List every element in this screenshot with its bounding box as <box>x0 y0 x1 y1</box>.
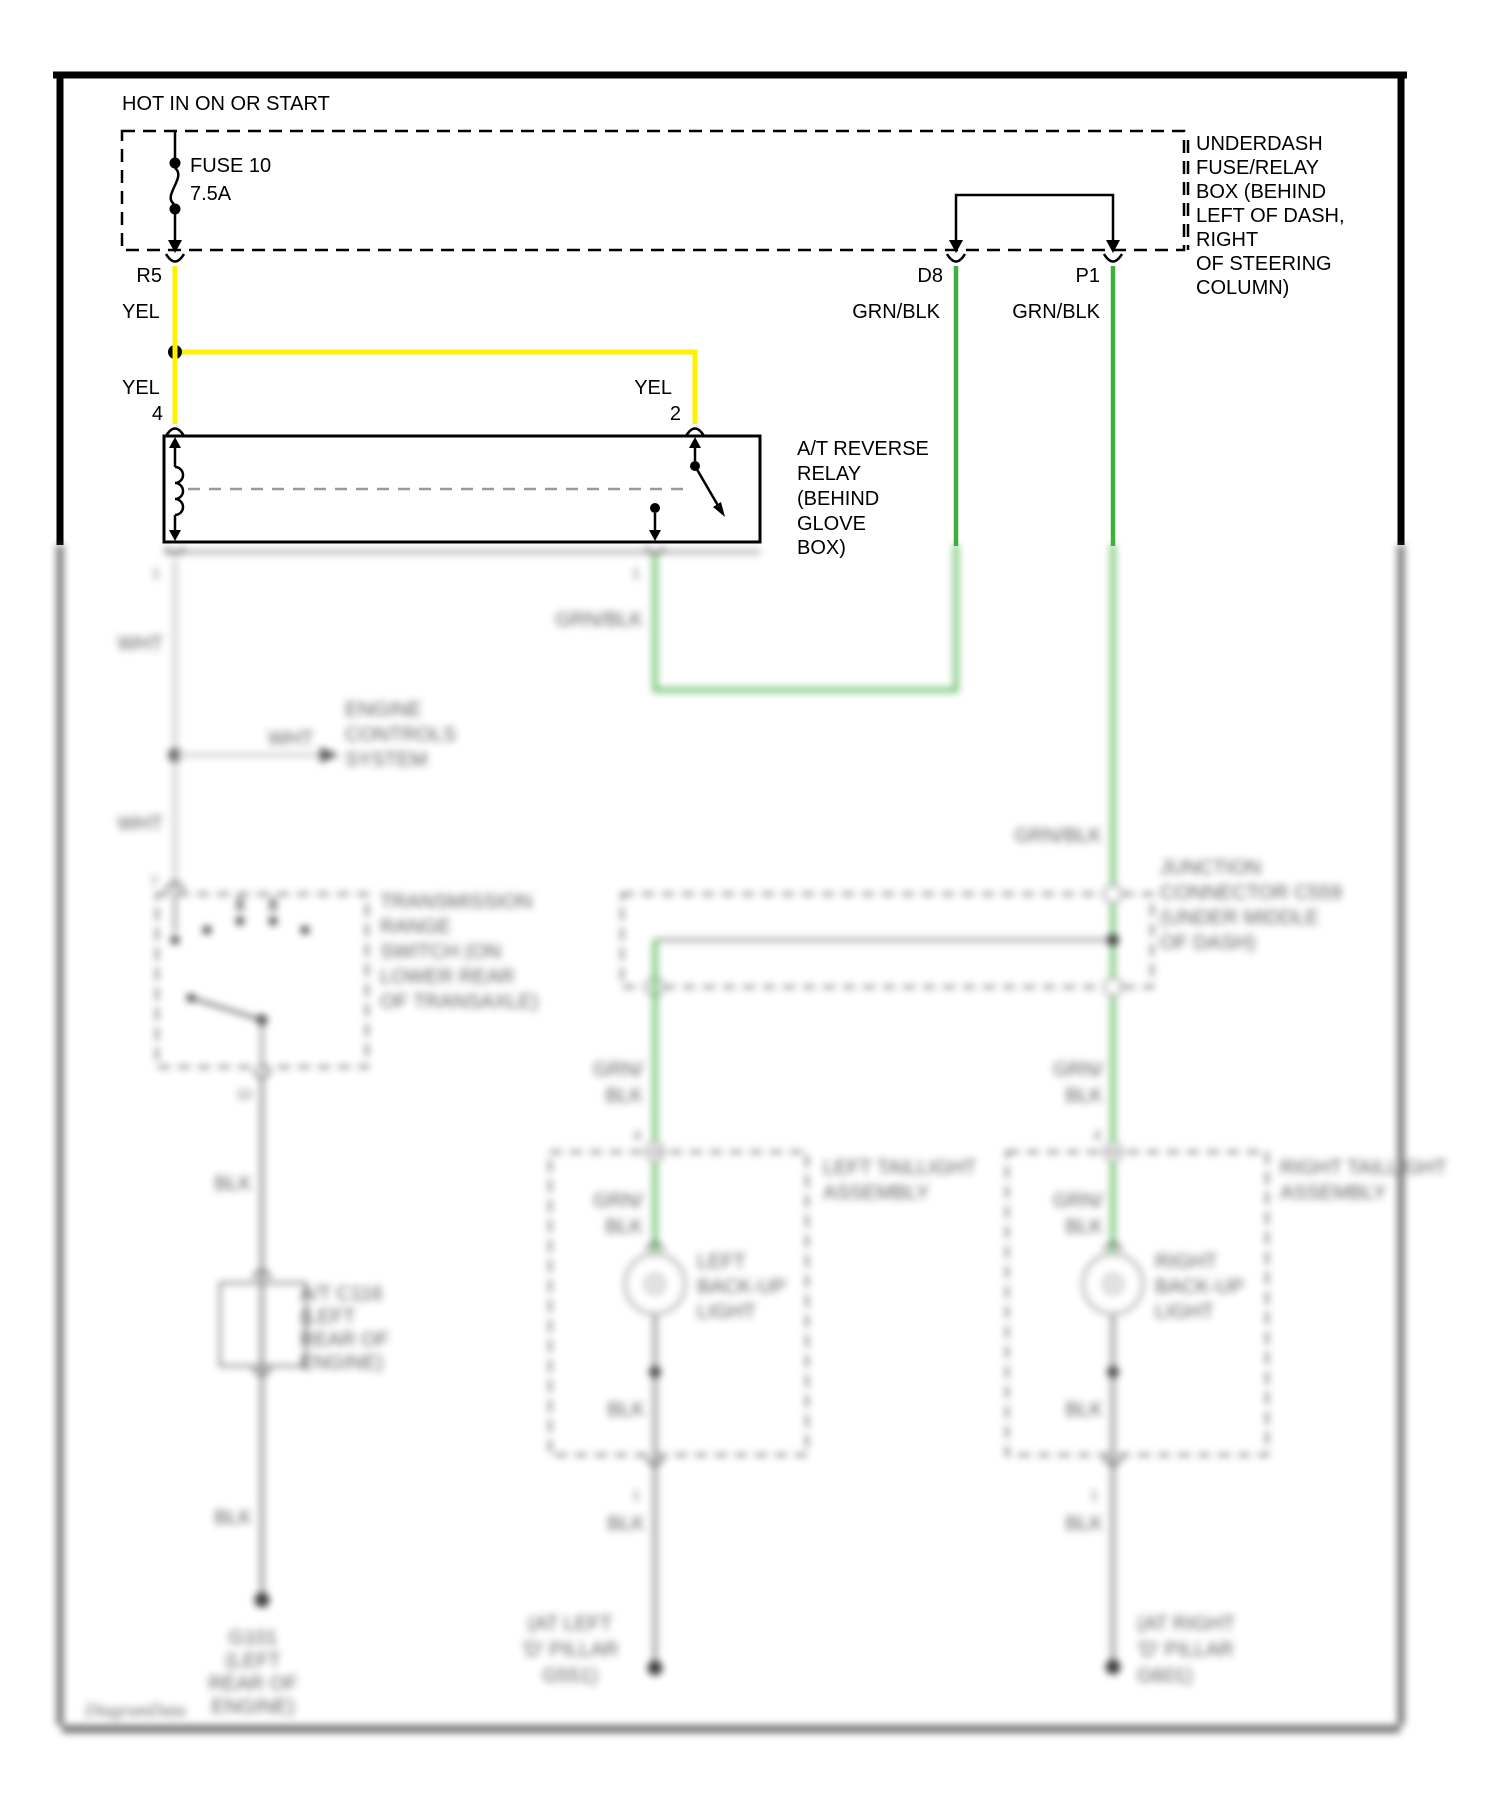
svg-text:ENGINE): ENGINE) <box>211 1696 295 1718</box>
svg-text:SYSTEM: SYSTEM <box>345 749 428 771</box>
svg-text:RIGHT: RIGHT <box>1196 229 1259 251</box>
connector-r5-label: R5 <box>136 265 162 287</box>
junction-connector-label <box>1160 857 1342 954</box>
left-taillight <box>522 1059 977 1687</box>
c116-connector-label <box>300 1283 389 1374</box>
svg-text:(BEHIND: (BEHIND <box>797 488 880 510</box>
svg-text:OF DASH): OF DASH) <box>1160 932 1256 954</box>
svg-text:BACK-UP: BACK-UP <box>1155 1276 1244 1298</box>
wire-yellow-run <box>175 266 695 424</box>
svg-text:BOX): BOX) <box>797 537 846 559</box>
svg-text:LEFT OF DASH,: LEFT OF DASH, <box>1196 205 1345 227</box>
connector-p1-label: P1 <box>1075 265 1100 287</box>
junction-terminal-bottom-right <box>1104 978 1122 996</box>
right-taillight-pin: 4 <box>1093 1127 1101 1143</box>
svg-text:LIGHT: LIGHT <box>1155 1301 1214 1323</box>
relay-label <box>797 438 929 559</box>
svg-text:ASSEMBLY: ASSEMBLY <box>1280 1182 1387 1204</box>
svg-text:SWITCH (ON: SWITCH (ON <box>380 941 502 963</box>
wire-grnblk-relay-leg <box>655 544 956 690</box>
engine-controls-arrow <box>320 747 339 763</box>
svg-text:BOX (BEHIND: BOX (BEHIND <box>1196 181 1327 203</box>
fuse-rating: 7.5A <box>190 183 232 205</box>
svg-text:(LEFT: (LEFT <box>225 1650 281 1672</box>
svg-text:LIGHT: LIGHT <box>697 1301 756 1323</box>
svg-text:BLK: BLK <box>605 1216 643 1238</box>
wire-label-blk-2: BLK <box>214 1507 252 1529</box>
svg-text:ENGINE: ENGINE <box>345 699 422 721</box>
connector-d8-label: D8 <box>917 265 943 287</box>
right-pillar-ground-dot <box>1106 1660 1121 1675</box>
svg-text:FUSE/RELAY: FUSE/RELAY <box>1196 157 1319 179</box>
left-taillight-pin: 4 <box>633 1127 641 1143</box>
trs-pin-bottom: 10 <box>236 1086 252 1102</box>
fuse-symbol <box>168 131 182 253</box>
wire-label-yel-2: YEL <box>122 377 160 399</box>
underdash-fuse-box <box>122 131 1184 250</box>
svg-text:(AT LEFT: (AT LEFT <box>527 1613 613 1635</box>
svg-text:BACK-UP: BACK-UP <box>697 1276 786 1298</box>
ground-g101-dot <box>255 1593 270 1608</box>
svg-text:1: 1 <box>632 1487 640 1503</box>
relay-pin-2: 2 <box>669 403 681 425</box>
svg-text:GRN/: GRN/ <box>593 1059 643 1081</box>
svg-text:TRANSMISSION: TRANSMISSION <box>380 891 533 913</box>
junction-dot <box>1107 934 1119 946</box>
svg-text:'D' PILLAR: 'D' PILLAR <box>1137 1639 1234 1661</box>
blurred-section <box>60 544 1447 1729</box>
svg-text:BLK: BLK <box>1065 1399 1103 1421</box>
svg-text:ASSEMBLY: ASSEMBLY <box>823 1182 930 1204</box>
watermark: DiagramData <box>85 1700 187 1720</box>
connector-bump-d8 <box>947 254 965 262</box>
wire-label-grnblk-p1: GRN/BLK <box>1012 301 1100 323</box>
relay-pin-out-right: 1 <box>632 565 640 581</box>
svg-text:(LEFT: (LEFT <box>300 1306 356 1328</box>
svg-text:CONTROLS: CONTROLS <box>345 724 457 746</box>
svg-text:LEFT: LEFT <box>697 1251 746 1273</box>
svg-text:JUNCTION: JUNCTION <box>1160 857 1262 879</box>
svg-text:CONNECTOR C559: CONNECTOR C559 <box>1160 882 1342 904</box>
svg-text:BLK: BLK <box>605 1085 643 1107</box>
svg-text:RIGHT: RIGHT <box>1155 1251 1218 1273</box>
svg-text:RIGHT TAILLIGHT: RIGHT TAILLIGHT <box>1280 1157 1447 1179</box>
svg-text:GLOVE: GLOVE <box>797 513 866 535</box>
underdash-box-label <box>1188 133 1345 299</box>
transmission-range-switch-label <box>380 891 539 1013</box>
hot-in-on-label: HOT IN ON OR START <box>122 93 330 115</box>
wire-label-grnblk-d8: GRN/BLK <box>852 301 940 323</box>
connector-bump-trs-out <box>253 1070 271 1077</box>
svg-text:RELAY: RELAY <box>797 463 862 485</box>
relay-pin-out-left: 1 <box>152 565 160 581</box>
svg-text:(UNDER MIDDLE: (UNDER MIDDLE <box>1160 907 1319 929</box>
svg-text:GRN/: GRN/ <box>1053 1190 1103 1212</box>
ground-g101-label <box>209 1627 298 1718</box>
svg-text:BLK: BLK <box>607 1513 645 1535</box>
svg-text:(AT RIGHT: (AT RIGHT <box>1137 1613 1236 1635</box>
wire-label-yel-3: YEL <box>634 377 672 399</box>
svg-text:OF STEERING: OF STEERING <box>1196 253 1332 275</box>
connector-bump-r5 <box>166 254 184 262</box>
svg-text:GRN/: GRN/ <box>593 1190 643 1212</box>
svg-text:A/T C116: A/T C116 <box>300 1283 383 1305</box>
svg-text:'D' PILLAR: 'D' PILLAR <box>521 1639 619 1661</box>
svg-text:ENGINE): ENGINE) <box>300 1352 384 1374</box>
trs-pin-top: 7 <box>150 873 158 889</box>
svg-text:G601): G601) <box>1137 1665 1193 1687</box>
wire-label-wht-2: WHT <box>268 728 314 750</box>
wire-label-yel-1: YEL <box>122 301 160 323</box>
right-taillight <box>1007 1059 1447 1687</box>
svg-text:G101: G101 <box>228 1627 278 1649</box>
svg-text:REAR OF: REAR OF <box>208 1673 298 1695</box>
svg-text:1: 1 <box>1090 1487 1098 1503</box>
svg-text:GRN/: GRN/ <box>1053 1059 1103 1081</box>
svg-text:BLK: BLK <box>1065 1216 1103 1238</box>
left-pillar-ground-dot <box>648 1661 663 1676</box>
relay-pin-4: 4 <box>151 403 163 425</box>
wire-label-wht-1: WHT <box>117 633 163 655</box>
svg-text:BLK: BLK <box>1065 1085 1103 1107</box>
svg-text:LEFT TAILLIGHT: LEFT TAILLIGHT <box>823 1157 977 1179</box>
svg-text:BLK: BLK <box>607 1399 645 1421</box>
svg-text:A/T REVERSE: A/T REVERSE <box>797 438 929 460</box>
svg-text:UNDERDASH: UNDERDASH <box>1196 133 1323 155</box>
svg-text:LOWER REAR: LOWER REAR <box>380 966 515 988</box>
sharp-section <box>53 72 1407 559</box>
wire-label-blk-1: BLK <box>214 1173 252 1195</box>
svg-text:COLUMN): COLUMN) <box>1196 277 1290 299</box>
svg-text:RANGE: RANGE <box>380 916 452 938</box>
wire-label-wht-3: WHT <box>117 813 163 835</box>
wire-label-grnblk-relay-leg: GRN/BLK <box>555 609 643 631</box>
svg-text:REAR OF: REAR OF <box>300 1329 389 1351</box>
junction-terminal-top <box>1104 885 1122 903</box>
connector-bump-p1 <box>1104 254 1122 262</box>
fuse-name: FUSE 10 <box>190 155 272 177</box>
fusebox-internal-jumper <box>949 195 1120 253</box>
svg-text:BLK: BLK <box>1065 1513 1103 1535</box>
svg-text:OF TRANSAXLE): OF TRANSAXLE) <box>380 991 539 1013</box>
engine-controls-label <box>345 699 456 771</box>
transmission-range-switch-contacts <box>171 894 310 1067</box>
svg-text:G551): G551) <box>542 1665 598 1687</box>
wire-label-grnblk-junction: GRN/BLK <box>1014 825 1102 847</box>
